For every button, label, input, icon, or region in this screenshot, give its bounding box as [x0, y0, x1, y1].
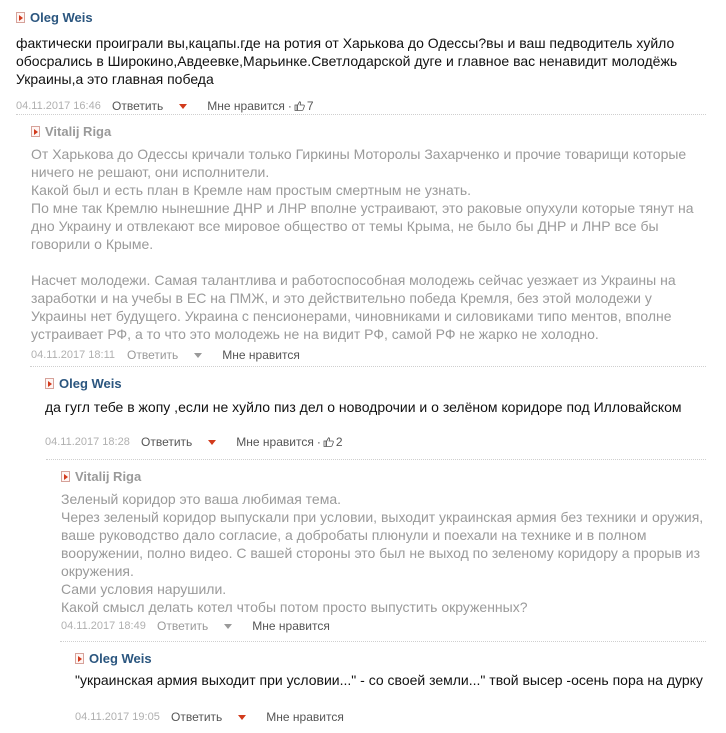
reply-flag-icon — [45, 378, 54, 389]
reply-button[interactable]: Ответить — [157, 619, 209, 633]
likes-separator: · — [287, 99, 292, 113]
like-button[interactable]: Мне нравится — [222, 348, 300, 362]
comment — [16, 114, 706, 363]
comment-date: 04.11.2017 18:28 — [45, 436, 130, 448]
comment-author[interactable]: Oleg Weis — [30, 9, 93, 25]
reply-button[interactable]: Ответить — [112, 99, 164, 113]
comment-text-content: От Харькова до Одессы кричали только Гиркины Моторолы Захарченко и прочие товарищи которые ничего не решают, они исполнители. Какой был и есть план в Кремле нам простым смертным не узнать. По мне так Кремлю нынешние ДНР и ЛНР вполне устраивают, это раковые опухули которые тянут на дно Украину и отвлекают все мировое общество от темы Крыма, не было бы ДНР и ЛНР все бы говорили о Крыме. Насчет молодежи. Самая талантлива и работоспособная молодежь сейчас уезжает из Украины на заработки и на учебы в ЕС на ПМЖ, и это действительно победа Кремля, без этой молодежи у Украины нет будущего. Украина с пенсионерами, чиновниками и силовиками типо ментов, вполне устраивает РФ, а то что это молодежь не на видит РФ, самой РФ не жарко не холодно. — [31, 146, 694, 342]
comment-author[interactable]: Vitalij Riga — [45, 123, 112, 139]
likes-number: 7 — [306, 99, 314, 113]
comment-text — [16, 34, 706, 88]
likes-separator: · — [316, 435, 321, 449]
comment-text-content: "украинская армия выходит при условии..." - со своей земли..." твой высер -осень пора на дурку — [75, 672, 703, 688]
like-button[interactable]: Мне нравится — [207, 99, 285, 113]
comment — [30, 366, 706, 450]
thumbs-up-icon — [294, 101, 305, 111]
reply-flag-icon — [16, 12, 25, 23]
comment-text-content: Зеленый коридор это ваша любимая тема. Через зеленый коридор выпускали при условии, выходит украинская армия без техники и оружия, ваше руководство дало согласие, а добробаты плюнули и поехали на технике и в полном вооружении, полно видео. С вашей стороны это был не выход по зеленому коридору а прорыв из окружения. Сами условия нарушили. Какой смысл делать котел чтобы потом просто выпустить окруженных? — [61, 491, 704, 615]
comment-meta — [61, 618, 706, 634]
like-button[interactable]: Мне нравится — [236, 435, 314, 449]
dropdown-arrow-icon[interactable] — [179, 104, 187, 109]
likes-count — [288, 99, 314, 113]
comment-meta — [31, 347, 706, 363]
comment-header — [45, 374, 706, 392]
dropdown-arrow-icon[interactable] — [208, 440, 216, 445]
comment-meta — [75, 709, 706, 725]
reply-flag-icon — [31, 126, 40, 137]
comment-text — [45, 398, 706, 434]
dropdown-arrow-icon[interactable] — [238, 715, 246, 720]
comment-header — [16, 8, 706, 26]
dropdown-arrow-icon[interactable] — [194, 353, 202, 358]
reply-flag-icon — [61, 471, 70, 482]
comment-text-content: фактически проиграли вы,кацапы.где на ротия от Харькова до Одессы?вы и ваш педводитель хуйло обосрались в Широкино,Авдеевке,Марьинке.Светлодарской дуге и главное вас ненавидит молодёжь Украины,а это главная победа — [16, 35, 682, 87]
comment — [16, 8, 706, 114]
comment-date: 04.11.2017 18:11 — [31, 349, 116, 361]
reply-button[interactable]: Ответить — [171, 710, 223, 724]
reply-button[interactable]: Ответить — [127, 348, 179, 362]
likes-number: 2 — [335, 435, 343, 449]
comment-text — [31, 145, 706, 343]
comment-meta — [45, 434, 706, 450]
dropdown-arrow-icon[interactable] — [224, 624, 232, 629]
comment-text — [75, 671, 706, 707]
likes-count — [317, 435, 343, 449]
comment-author[interactable]: Oleg Weis — [89, 650, 152, 666]
comment-header — [61, 467, 706, 485]
thumbs-up-icon — [323, 437, 334, 447]
comment-meta — [16, 98, 706, 114]
comment-date: 04.11.2017 16:46 — [16, 100, 101, 112]
comment-author[interactable]: Oleg Weis — [59, 375, 122, 391]
comment-text-content: да гугл тебе в жопу ,если не хуйло пиз дел о новодрочии и о зелёном коридоре под Илловайском — [45, 399, 682, 415]
comment-date: 04.11.2017 18:49 — [61, 620, 146, 632]
reply-button[interactable]: Ответить — [141, 435, 193, 449]
comment-text — [61, 490, 706, 616]
comment — [60, 641, 706, 725]
comment — [46, 459, 706, 634]
reply-flag-icon — [75, 653, 84, 664]
like-button[interactable]: Мне нравится — [252, 619, 330, 633]
comment-date: 04.11.2017 19:05 — [75, 711, 160, 723]
comment-author[interactable]: Vitalij Riga — [75, 468, 142, 484]
comment-header — [31, 122, 706, 140]
comment-header — [75, 649, 706, 667]
like-button[interactable]: Мне нравится — [266, 710, 344, 724]
